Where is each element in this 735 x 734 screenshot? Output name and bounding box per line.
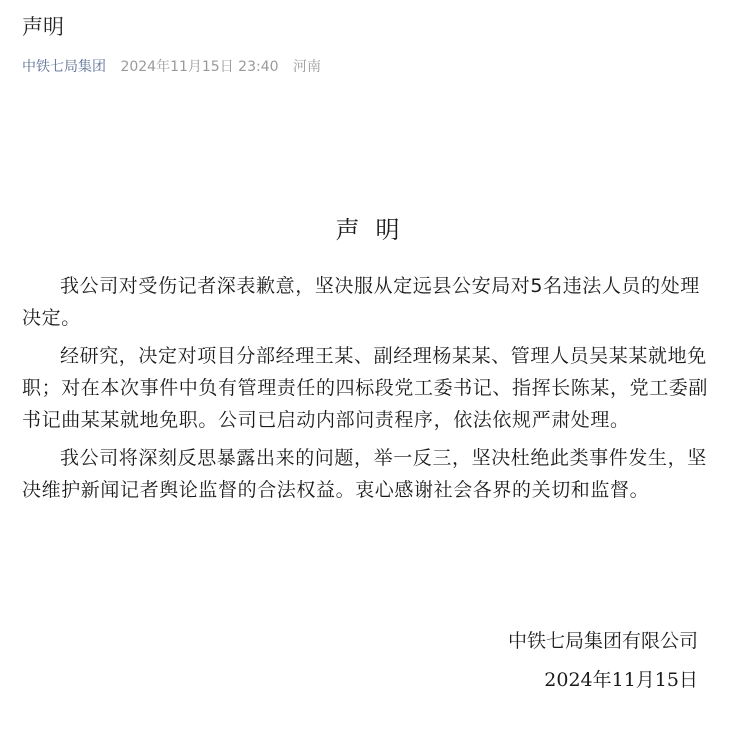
- publish-datetime: 2024年11月15日 23:40: [120, 59, 279, 75]
- paragraph-2: 经研究，决定对项目分部经理王某、副经理杨某某、管理人员吴某某就地免职；对在本次事件中负有管理责任的四标段党工委书记、指挥长陈某，党工委副书记曲某某就地免职。公司已启动内部问责程序，依法依规严肃处理。: [22, 345, 709, 431]
- signature-date: 2024年11月15日: [544, 669, 698, 691]
- paragraph-1: 我公司对受伤记者深表歉意，坚决服从定远县公安局对5名违法人员的处理决定。: [22, 275, 700, 329]
- paragraph-3: 我公司将深刻反思暴露出来的问题，举一反三，坚决杜绝此类事件发生，坚决维护新闻记者舆论监督的合法权益。衷心感谢社会各界的关切和监督。: [22, 447, 707, 501]
- document-body: [22, 270, 712, 512]
- signature-company: 中铁七局集团有限公司: [507, 630, 698, 652]
- article-title: 声明: [22, 15, 64, 39]
- publish-location: 河南: [292, 59, 321, 75]
- document-heading: 声明: [335, 216, 416, 244]
- article-meta: [22, 56, 321, 78]
- account-name-link[interactable]: 中铁七局集团: [22, 59, 106, 75]
